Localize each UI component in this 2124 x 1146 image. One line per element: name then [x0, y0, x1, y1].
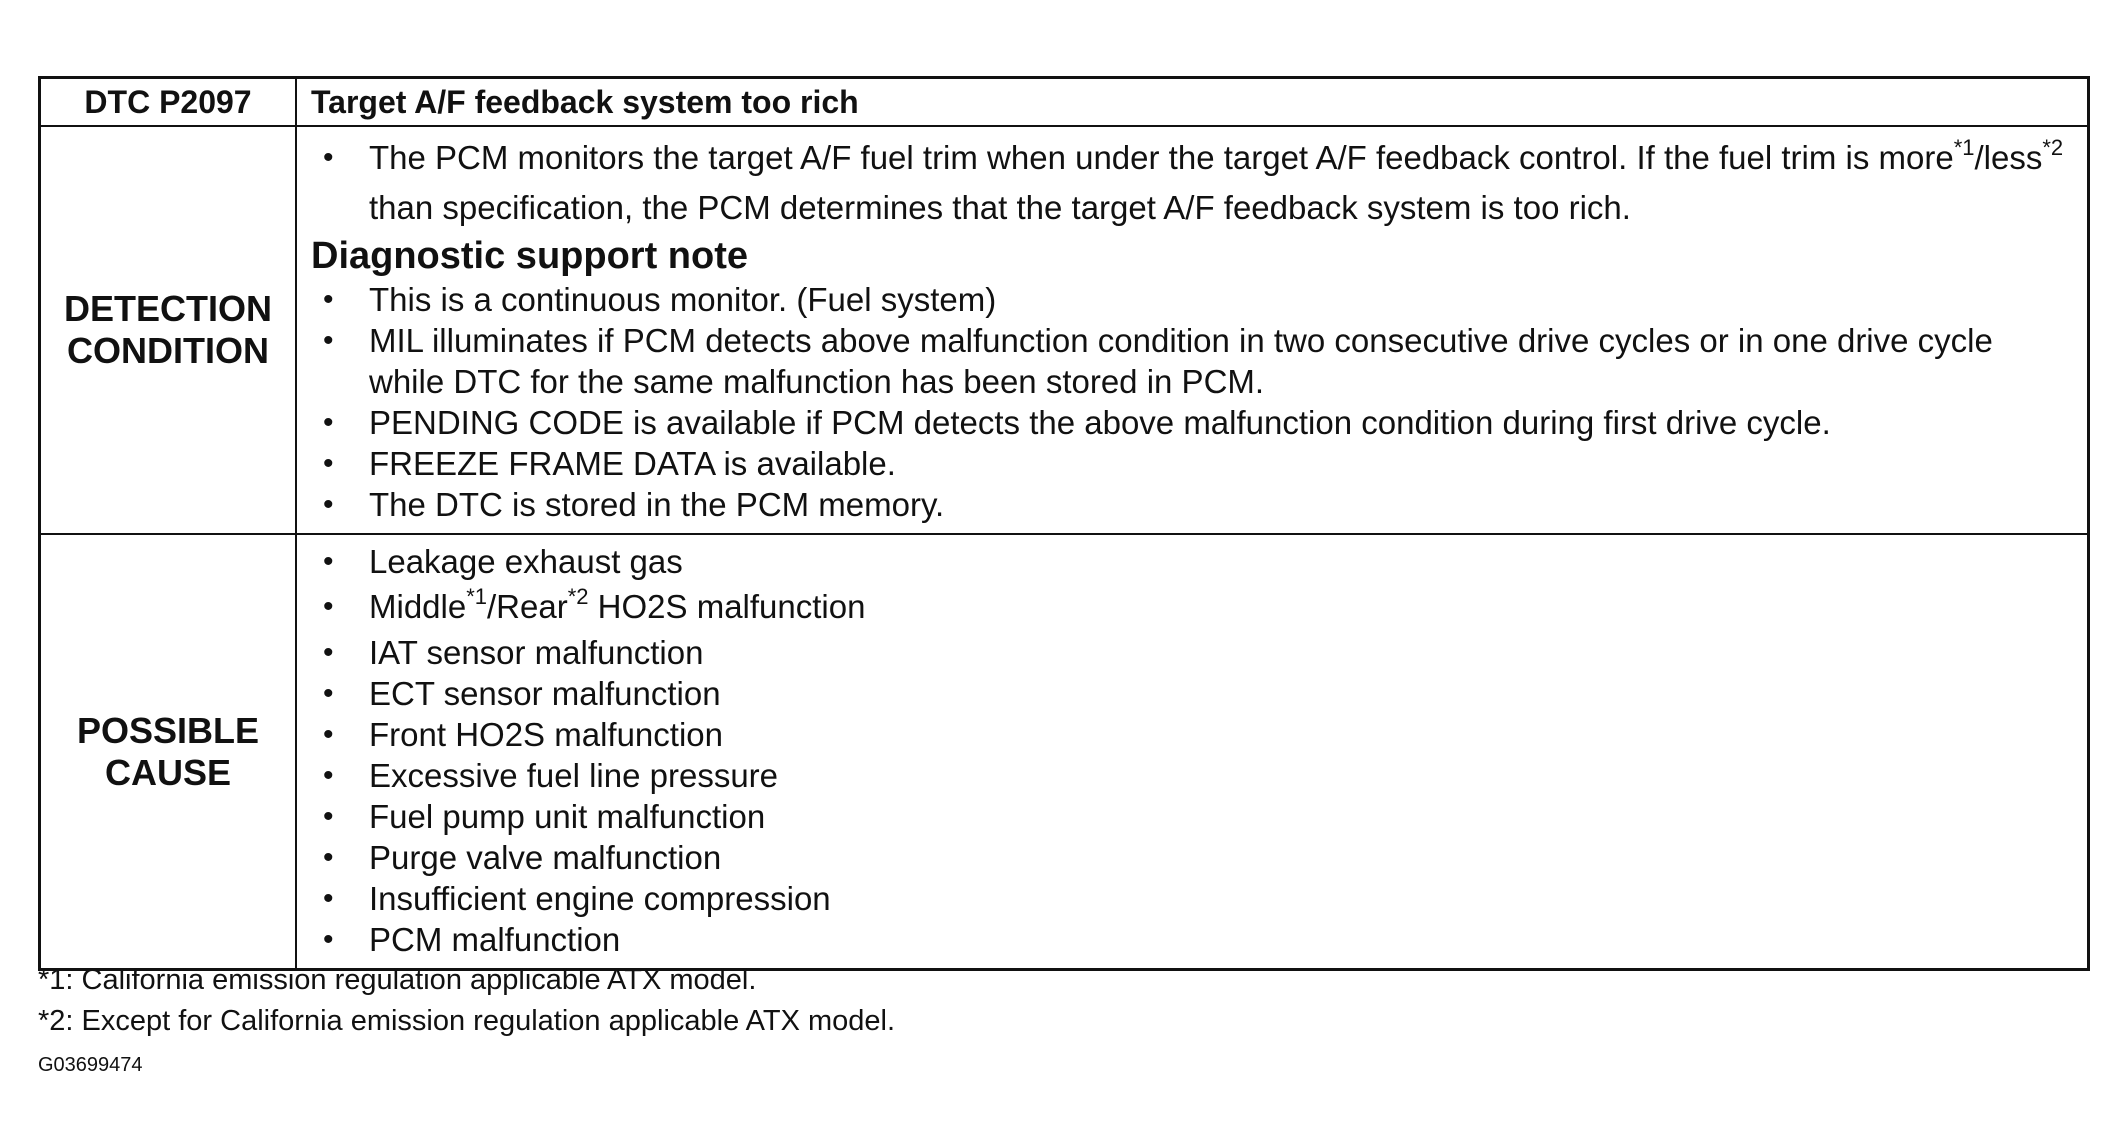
footnote-ref-2: *2 [2042, 135, 2064, 160]
note-text: FREEZE FRAME DATA is available. [369, 445, 896, 482]
footnote-ref-1: *1 [1953, 135, 1975, 160]
cause-text: ECT sensor malfunction [369, 675, 721, 712]
cause-label-line1: POSSIBLE [76, 709, 260, 751]
detection-label-line1: DETECTION [63, 288, 272, 329]
cause-text: Leakage exhaust gas [369, 543, 683, 580]
diagnostic-support-heading: Diagnostic support note [311, 235, 748, 277]
bullet-icon: • [323, 447, 334, 480]
footnote-2: *2: Except for California emission regulation applicable ATX model. [38, 1005, 896, 1037]
bullet-icon: • [323, 677, 334, 710]
bullet-icon: • [323, 488, 334, 521]
bullet-icon: • [323, 590, 334, 623]
note-text: PENDING CODE is available if PCM detects the above malfunction condition during first drive cycle. [369, 404, 1831, 441]
ho2s-part1: Middle [369, 588, 467, 625]
bullet-icon: • [323, 882, 334, 915]
cause-item-ho2s [311, 582, 2073, 632]
figure-code: G03699474 [38, 1054, 143, 1076]
bullet-icon: • [323, 759, 334, 792]
possible-cause-content [296, 534, 2089, 970]
bullet-icon: • [323, 545, 334, 578]
dtc-title: Target A/F feedback system too rich [296, 78, 2089, 127]
cause-item [311, 541, 2073, 582]
note-item [311, 320, 2073, 402]
cause-text: Excessive fuel line pressure [369, 757, 779, 794]
note-text: MIL illuminates if PCM detects above malfunction condition in two consecutive drive cycles or in one drive cycle while DTC for the same malfunction has been stored in PCM. [369, 322, 1993, 400]
possible-cause-label [40, 534, 297, 970]
dtc-table [38, 76, 2090, 971]
cause-item [311, 878, 2073, 919]
cause-item [311, 837, 2073, 878]
ho2s-part2: /Rear [487, 588, 568, 625]
cause-text: Front HO2S malfunction [369, 716, 723, 753]
cause-item [311, 714, 2073, 755]
detection-condition-label [40, 126, 297, 534]
cause-text: Purge valve malfunction [369, 839, 722, 876]
cause-text: Fuel pump unit malfunction [369, 798, 766, 835]
detection-condition-content [296, 126, 2089, 534]
bullet-icon: • [323, 636, 334, 669]
cause-text: PCM malfunction [369, 921, 621, 958]
cause-item [311, 632, 2073, 673]
detection-row [40, 126, 2089, 534]
cause-label-line2: CAUSE [104, 751, 232, 793]
bullet-icon: • [323, 141, 334, 174]
footnote-1: *1: California emission regulation applicable ATX model. [38, 964, 757, 996]
cause-item [311, 673, 2073, 714]
header-row [40, 78, 2089, 127]
note-item [311, 402, 2073, 443]
bullet-icon: • [323, 718, 334, 751]
cause-item [311, 755, 2073, 796]
note-item [311, 443, 2073, 484]
bullet-icon: • [323, 800, 334, 833]
detection-label-line2: CONDITION [67, 330, 269, 371]
note-item [311, 279, 2073, 320]
diagnostic-notes-list [311, 279, 2073, 525]
intro-text-part2: /less [1974, 139, 2043, 176]
cause-item [311, 919, 2073, 960]
footnote-ref-1: *1 [466, 584, 488, 609]
footnotes [38, 960, 895, 1042]
detection-intro-list [311, 133, 2073, 233]
ho2s-part3: HO2S malfunction [588, 588, 866, 625]
bullet-icon: • [323, 406, 334, 439]
bullet-icon: • [323, 283, 334, 316]
cause-item [311, 796, 2073, 837]
intro-text-part3: than specification, the PCM determines that the target A/F feedback system is too rich. [369, 189, 1631, 226]
dtc-code: DTC P2097 [40, 78, 297, 127]
cause-list [311, 541, 2073, 960]
bullet-icon: • [323, 923, 334, 956]
detection-intro-item [311, 133, 2073, 233]
intro-text-part1: The PCM monitors the target A/F fuel trim when under the target A/F feedback control. If the fuel trim is more [369, 139, 1954, 176]
cause-text: IAT sensor malfunction [369, 634, 704, 671]
footnote-ref-2: *2 [567, 584, 589, 609]
bullet-icon: • [323, 841, 334, 874]
cause-text: Insufficient engine compression [369, 880, 831, 917]
note-item [311, 484, 2073, 525]
note-text: This is a continuous monitor. (Fuel system) [369, 281, 997, 318]
cause-row [40, 534, 2089, 970]
note-text: The DTC is stored in the PCM memory. [369, 486, 945, 523]
bullet-icon: • [323, 324, 334, 357]
